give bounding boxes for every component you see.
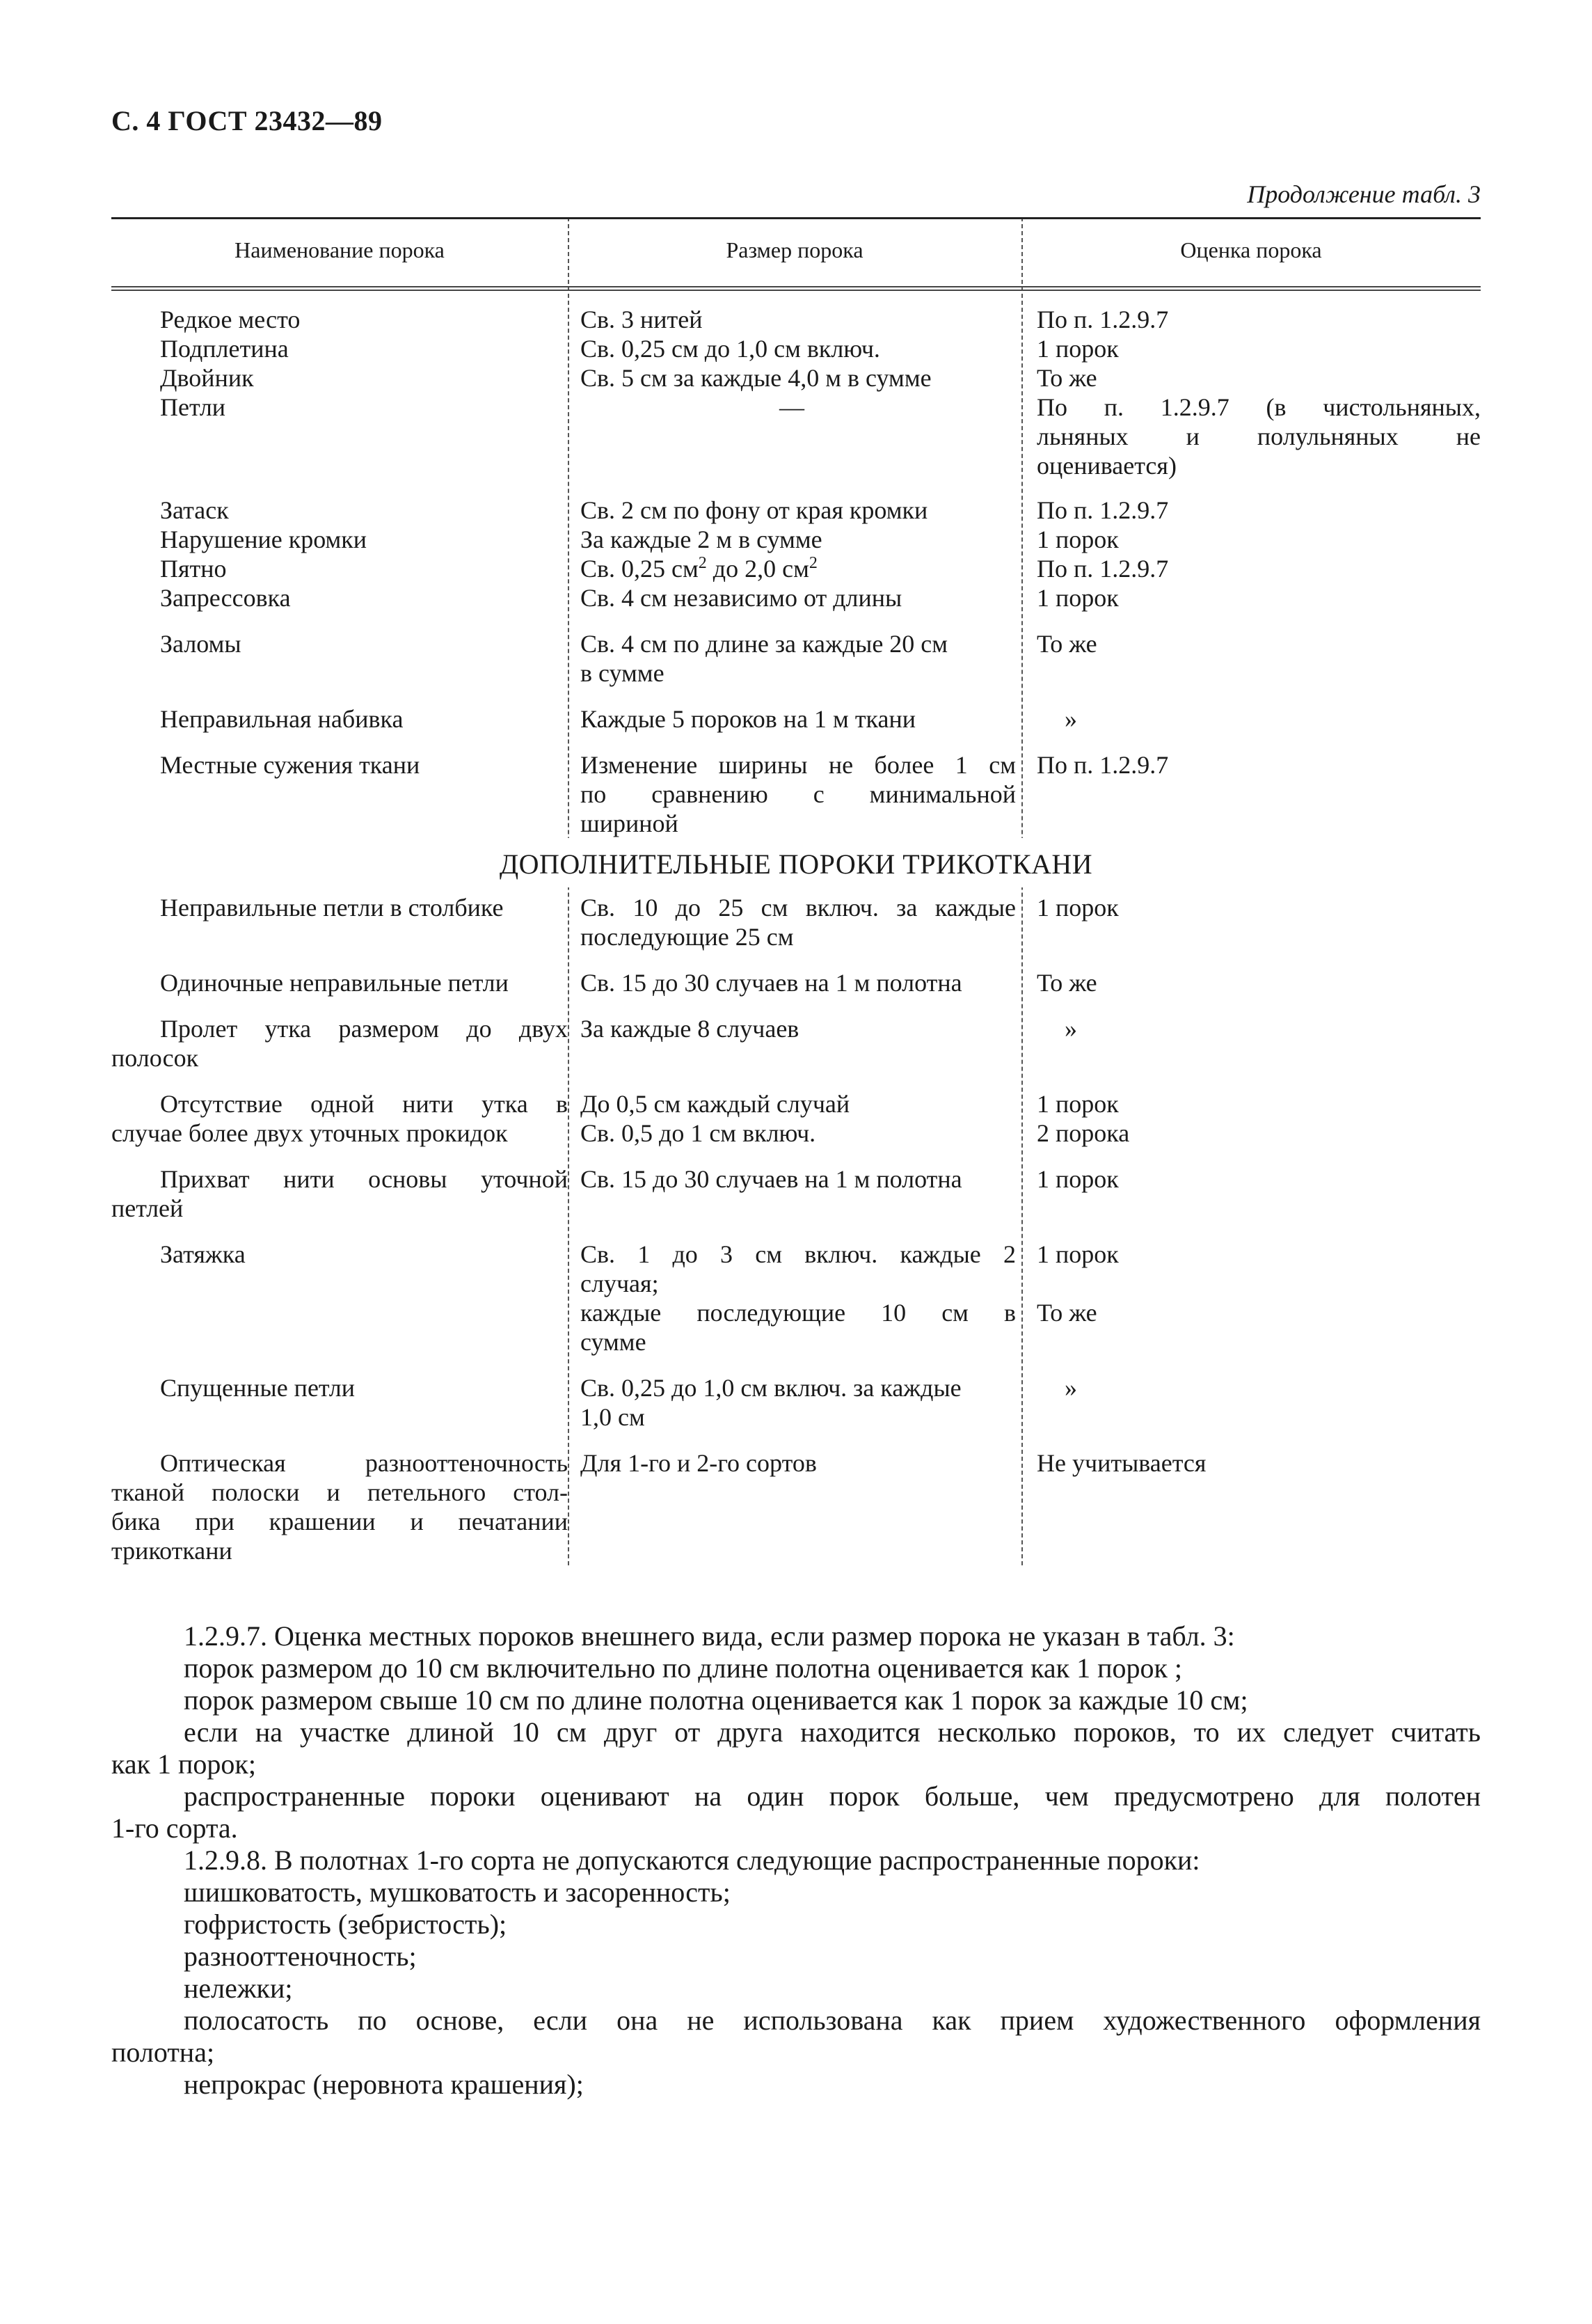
defect-name: Прихват нити основы уточной xyxy=(160,1165,568,1193)
defect-evaluation: По п. 1.2.9.7 xyxy=(1037,751,1169,779)
table-row xyxy=(111,480,1481,612)
paragraph: разнооттеночность; xyxy=(184,1940,417,1972)
table-row xyxy=(111,612,1481,688)
paragraph: гофристость (зебристость); xyxy=(184,1908,507,1940)
defect-size: сумме xyxy=(580,1328,646,1356)
defect-size: Св. 4 см независимо от длины xyxy=(580,584,902,612)
defect-size: Для 1-го и 2-го сортов xyxy=(580,1449,817,1477)
defect-name: Отсутствие одной нити утка в xyxy=(160,1090,568,1118)
defect-name: Местные сужения ткани xyxy=(160,751,420,779)
defect-name: Запрессовка xyxy=(160,584,291,612)
paragraph: распространенные пороки оценивают на один порок больше, чем предусмотрено для полотен xyxy=(184,1780,1481,1812)
defect-evaluation: » xyxy=(1065,1374,1077,1402)
paragraph: полотна; xyxy=(111,2037,215,2068)
defect-name: Затяжка xyxy=(160,1240,246,1268)
defect-size: Св. 0,25 до 1,0 см включ. за каждые xyxy=(580,1374,962,1402)
defect-name: бика при крашении и печатании xyxy=(111,1508,568,1535)
defect-name: Неправильная набивка xyxy=(160,705,404,733)
table-row xyxy=(111,1223,1481,1357)
defect-evaluation: 1 порок xyxy=(1037,525,1119,553)
defect-evaluation: оценивается) xyxy=(1037,452,1177,480)
defect-name: Одиночные неправильные петли xyxy=(160,969,509,997)
table-row xyxy=(111,997,1481,1073)
defect-name: случае более двух уточных прокидок xyxy=(111,1119,508,1147)
defect-size-area: Св. 0,25 $см^2$ до 2,0 $см^2$ xyxy=(580,554,818,583)
defect-evaluation: 2 порока xyxy=(1037,1119,1130,1147)
defect-name: Заломы xyxy=(160,630,241,658)
paragraph: порок размером свыше 10 см по длине полотна оценивается как 1 порок за каждые 10 см; xyxy=(184,1684,1248,1716)
table-row xyxy=(111,291,1481,480)
defect-size: За каждые 8 случаев xyxy=(580,1015,799,1043)
defect-name: тканой полоски и петельного стол- xyxy=(111,1478,568,1506)
defect-size: Изменение ширины не более 1 см xyxy=(580,751,1016,779)
paragraph: если на участке длиной 10 см друг от друга находится несколько пороков, то их следует считать xyxy=(184,1716,1481,1748)
defect-name: Оптическая разнооттеночность xyxy=(160,1449,568,1477)
defect-evaluation: 1 порок xyxy=(1037,894,1119,922)
table-row xyxy=(111,734,1481,838)
defect-evaluation: » xyxy=(1065,705,1077,733)
defect-name: Затаск xyxy=(160,496,229,524)
defect-size: шириной xyxy=(580,809,678,837)
defect-size: Св. 10 до 25 см включ. за каждые xyxy=(580,894,1016,922)
table-continuation-label: Продолжение табл. 3 xyxy=(1247,180,1481,208)
table-header xyxy=(111,217,1481,291)
defect-evaluation: льняных и полульняных не xyxy=(1037,422,1481,450)
defect-name: Неправильные петли в столбике xyxy=(160,894,504,922)
paragraph: порок размером до 10 см включительно по длине полотна оценивается как 1 порок ; xyxy=(184,1652,1183,1684)
defect-size: Св. 4 см по длине за каждые 20 см xyxy=(580,630,948,658)
table-row xyxy=(111,887,1481,951)
column-header-name: Наименование порока xyxy=(234,237,445,262)
defect-size: Св. 0,5 до 1 см включ. xyxy=(580,1119,816,1147)
table-row xyxy=(111,1148,1481,1223)
page-header: С. 4 ГОСТ 23432—89 xyxy=(111,105,383,136)
defect-name: трикоткани xyxy=(111,1537,232,1565)
defect-size: каждые последующие 10 см в xyxy=(580,1299,1016,1327)
defect-evaluation: То же xyxy=(1037,630,1097,658)
table-row xyxy=(111,1432,1481,1565)
defect-size: Св. 15 до 30 случаев на 1 м полотна xyxy=(580,1165,962,1193)
defect-size: последующие 25 см xyxy=(580,923,794,951)
defect-evaluation: 1 порок xyxy=(1037,1090,1119,1118)
column-header-size: Размер порока xyxy=(726,237,863,262)
defect-evaluation: 1 порок xyxy=(1037,1240,1119,1268)
paragraph: 1-го сорта. xyxy=(111,1812,238,1844)
defect-evaluation: По п. 1.2.9.7 xyxy=(1037,496,1169,524)
defect-name: Редкое место xyxy=(160,306,301,333)
defect-name: Пролет утка размером до двух xyxy=(160,1015,568,1043)
table-row xyxy=(111,688,1481,734)
defect-evaluation: То же xyxy=(1037,1299,1097,1327)
paragraph: полосатость по основе, если она не использована как прием художественного оформления xyxy=(184,2005,1481,2036)
defect-name: Петли xyxy=(160,393,226,421)
paragraph: как 1 порок; xyxy=(111,1748,256,1780)
defect-evaluation: » xyxy=(1065,1015,1077,1043)
paragraph: шишковатость, мушковатость и засоренность; xyxy=(184,1876,731,1908)
defect-size: За каждые 2 м в сумме xyxy=(580,525,822,553)
defect-evaluation xyxy=(1037,1269,1481,1298)
defect-size: 1,0 см xyxy=(580,1403,645,1431)
paragraph: непрокрас (неровнота крашения); xyxy=(184,2069,584,2100)
defect-size: Св. 2 см по фону от края кромки xyxy=(580,496,928,524)
defect-evaluation: То же xyxy=(1037,969,1097,997)
defect-size: в сумме xyxy=(580,659,664,687)
defect-name: петлей xyxy=(111,1194,184,1222)
defect-size: Св. 1 до 3 см включ. каждые 2 xyxy=(580,1240,1016,1268)
defect-size: — xyxy=(779,393,804,421)
table-row xyxy=(111,951,1481,997)
defect-name: Подплетина xyxy=(160,335,289,363)
defect-evaluation: 1 порок xyxy=(1037,335,1119,363)
defects-table xyxy=(111,217,1481,1565)
defect-name: Спущенные петли xyxy=(160,1374,355,1402)
section-title: ДОПОЛНИТЕЛЬНЫЕ ПОРОКИ ТРИКОТКАНИ xyxy=(111,838,1481,887)
defect-evaluation: 1 порок xyxy=(1037,584,1119,612)
table-row xyxy=(111,1357,1481,1432)
defect-size: Св. 15 до 30 случаев на 1 м полотна xyxy=(580,969,962,997)
defect-name: Нарушение кромки xyxy=(160,525,367,553)
defect-size: Каждые 5 пороков на 1 м ткани xyxy=(580,705,916,733)
defect-size: по сравнению с минимальной xyxy=(580,780,1016,808)
defect-name: Пятно xyxy=(160,555,227,583)
defect-size: Св. 0,25 см до 1,0 см включ. xyxy=(580,335,880,363)
defect-name: Двойник xyxy=(160,364,254,392)
column-header-evaluation: Оценка порока xyxy=(1180,237,1322,262)
body-text xyxy=(111,1620,1481,2101)
defect-name: полосок xyxy=(111,1044,199,1072)
defect-size: Св. 5 см за каждые 4,0 м в сумме xyxy=(580,364,932,392)
defect-evaluation: Не учитывается xyxy=(1037,1449,1207,1477)
defect-size: До 0,5 см каждый случай xyxy=(580,1090,850,1118)
defect-evaluation: По п. 1.2.9.7 (в чистольняных, xyxy=(1037,393,1481,421)
table-row xyxy=(111,1073,1481,1148)
defect-size: случая; xyxy=(580,1270,659,1297)
defect-evaluation: По п. 1.2.9.7 xyxy=(1037,306,1169,333)
defect-evaluation: По п. 1.2.9.7 xyxy=(1037,555,1169,583)
paragraph: нележки; xyxy=(184,1973,293,2004)
defect-evaluation: 1 порок xyxy=(1037,1165,1119,1193)
defect-size: Св. 3 нитей xyxy=(580,306,703,333)
paragraph: 1.2.9.7. Оценка местных пороков внешнего вида, если размер порока не указан в табл. 3: xyxy=(184,1620,1235,1652)
paragraph: 1.2.9.8. В полотнах 1-го сорта не допускаются следующие распространенные пороки: xyxy=(184,1844,1200,1876)
defect-evaluation: То же xyxy=(1037,364,1097,392)
table-body xyxy=(111,291,1481,1565)
